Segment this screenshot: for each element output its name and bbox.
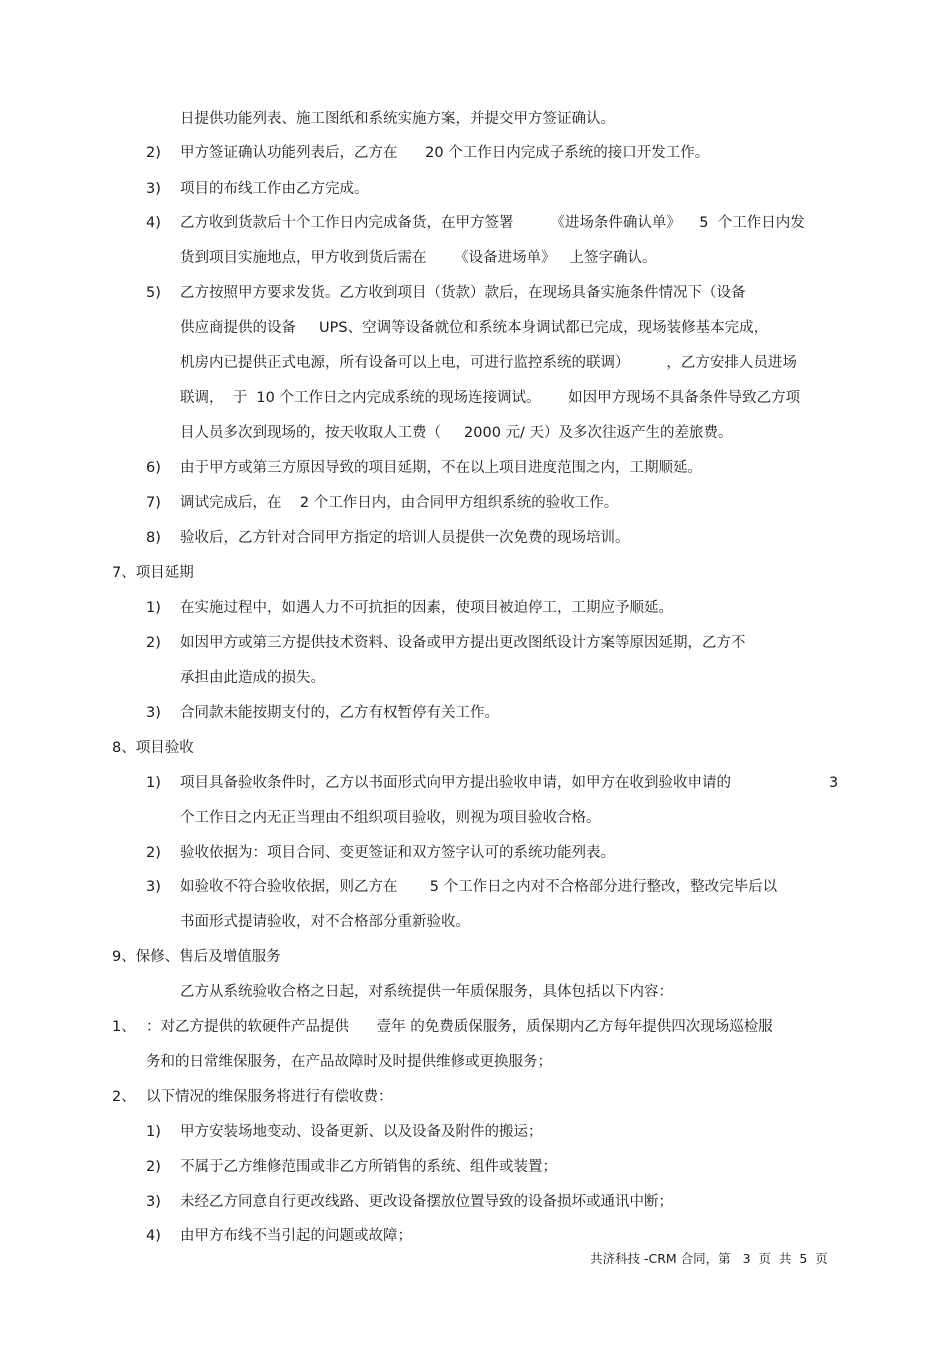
list-number: 7) bbox=[146, 495, 161, 511]
text-line: 承担由此造成的损失。 bbox=[180, 670, 325, 686]
list-number: 1) bbox=[146, 600, 161, 616]
list-number: 2) bbox=[146, 1159, 161, 1175]
text-line: 书面形式提请验收，对不合格部分重新验收。 bbox=[180, 914, 470, 930]
list-number: 4) bbox=[146, 1228, 161, 1244]
list-number: 1) bbox=[146, 1124, 161, 1140]
list-number: 3) bbox=[146, 181, 161, 197]
list-item-text: 乙方收到货款后十个工作日内完成备货，在甲方签署 《进场条件确认单》 5 个工作日内发 bbox=[180, 215, 805, 231]
list-item-text: 乙方按照甲方要求发货。乙方收到项目（货款）款后，在现场具备实施条件情况下（设备 bbox=[180, 285, 746, 301]
list-item-text: 甲方签证确认功能列表后，乙方在 20 个工作日内完成子系统的接口开发工作。 bbox=[180, 145, 710, 161]
list-item-text: 调试完成后，在 2 个工作日内，由合同甲方组织系统的验收工作。 bbox=[180, 495, 619, 511]
section-heading: 8、项目验收 bbox=[112, 740, 194, 756]
list-item-text: 验收后，乙方针对合同甲方指定的培训人员提供一次免费的现场培训。 bbox=[180, 530, 630, 546]
list-item-text: 以下情况的维保服务将进行有偿收费： bbox=[146, 1089, 393, 1105]
list-item-text: 合同款未能按期支付的，乙方有权暂停有关工作。 bbox=[180, 705, 499, 721]
list-item-text: 在实施过程中，如遇人力不可抗拒的因素，使项目被迫停工，工期应予顺延。 bbox=[180, 600, 673, 616]
list-item-text: 项目具备验收条件时，乙方以书面形式向甲方提出验收申请，如甲方在收到验收申请的 bbox=[180, 775, 731, 791]
list-number: 2) bbox=[146, 635, 161, 651]
list-item-text: 验收依据为：项目合同、变更签证和双方签字认可的系统功能列表。 bbox=[180, 845, 615, 861]
list-number: 6) bbox=[146, 460, 161, 476]
list-number: 3) bbox=[146, 879, 161, 895]
list-item-text: ：对乙方提供的软硬件产品提供 壹年 的免费质保服务，质保期内乙方每年提供四次现场巡检服 bbox=[146, 1019, 773, 1035]
list-number: 4) bbox=[146, 215, 161, 231]
list-number: 2) bbox=[146, 845, 161, 861]
list-number: 5) bbox=[146, 285, 161, 301]
list-item-text: 项目的布线工作由乙方完成。 bbox=[180, 181, 369, 197]
list-number: 2) bbox=[146, 145, 161, 161]
list-number: 8) bbox=[146, 530, 161, 546]
text-fragment: 3 bbox=[829, 775, 839, 791]
text-line: 货到项目实施地点，甲方收到货后需在 《设备进场单》 上签字确认。 bbox=[180, 250, 657, 266]
list-item-text: 不属于乙方维修范围或非乙方所销售的系统、组件或装置； bbox=[180, 1159, 557, 1175]
text-line: 日提供功能列表、施工图纸和系统实施方案，并提交甲方签证确认。 bbox=[180, 111, 615, 127]
list-number: 3) bbox=[146, 1194, 161, 1210]
list-item-text: 未经乙方同意自行更改线路、更改设备摆放位置导致的设备损坏或通讯中断； bbox=[180, 1194, 673, 1210]
list-item-text: 如因甲方或第三方提供技术资料、设备或甲方提出更改图纸设计方案等原因延期，乙方不 bbox=[180, 635, 746, 651]
text-line: 个工作日之内无正当理由不组织项目验收，则视为项目验收合格。 bbox=[180, 810, 601, 826]
paragraph: 乙方从系统验收合格之日起，对系统提供一年质保服务，具体包括以下内容： bbox=[180, 984, 673, 1000]
text-line: 目人员多次到现场的，按天收取人工费（ 2000 元/ 天）及多次往返产生的差旅费。 bbox=[180, 425, 733, 441]
list-item-text: 由甲方布线不当引起的问题或故障； bbox=[180, 1228, 412, 1244]
list-number: 3) bbox=[146, 705, 161, 721]
text-line: 机房内已提供正式电源，所有设备可以上电，可进行监控系统的联调） ，乙方安排人员进场 bbox=[180, 355, 797, 371]
text-line: 联调， 于 10 个工作日之内完成系统的现场连接调试。 如因甲方现场不具备条件导致乙方项 bbox=[180, 390, 801, 406]
text-line: 供应商提供的设备 UPS、空调等设备就位和系统本身调试都已完成，现场装修基本完成， bbox=[180, 320, 769, 336]
list-number: 1) bbox=[146, 775, 161, 791]
text-line: 务和的日常维保服务，在产品故障时及时提供维修或更换服务； bbox=[146, 1054, 552, 1070]
page-footer: 共济科技 -CRM 合同，第 3 页 共 5 页 bbox=[590, 1251, 828, 1266]
list-number: 2、 bbox=[112, 1089, 136, 1105]
list-number: 1、 bbox=[112, 1019, 136, 1035]
section-heading: 9、保修、售后及增值服务 bbox=[112, 949, 281, 965]
list-item-text: 甲方安装场地变动、设备更新、以及设备及附件的搬运； bbox=[180, 1124, 543, 1140]
section-heading: 7、项目延期 bbox=[112, 565, 194, 581]
list-item-text: 由于甲方或第三方原因导致的项目延期，不在以上项目进度范围之内，工期顺延。 bbox=[180, 460, 702, 476]
list-item-text: 如验收不符合验收依据，则乙方在 5 个工作日之内对不合格部分进行整改，整改完毕后以 bbox=[180, 879, 778, 895]
